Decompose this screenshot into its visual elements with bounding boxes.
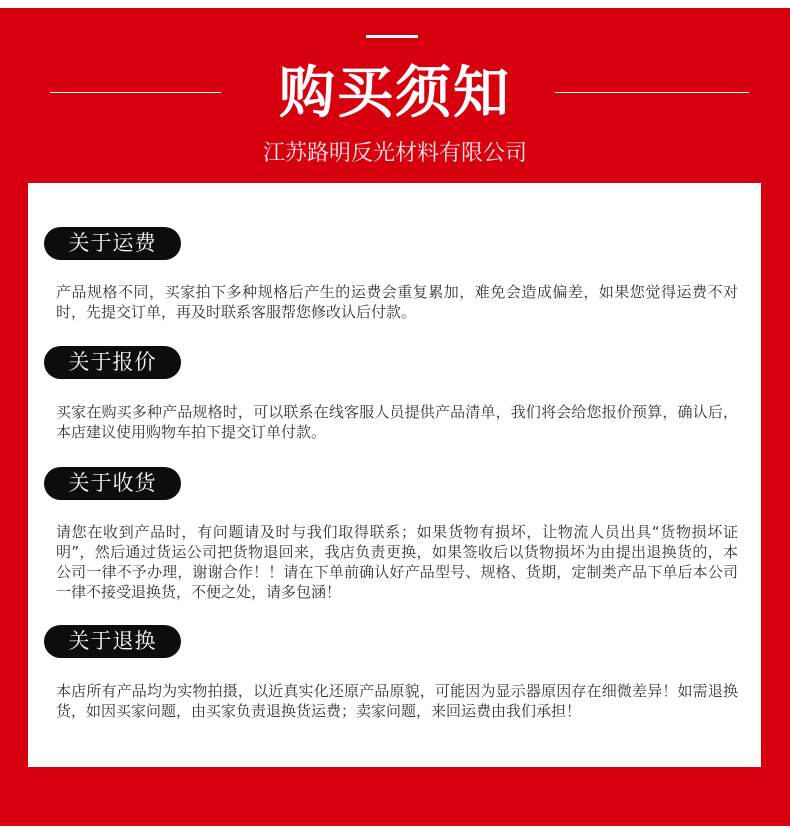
page-title: 购买须知 <box>279 61 511 126</box>
section-heading-returns: 关于退换 <box>44 625 181 658</box>
notice-panel <box>28 183 761 767</box>
section-text-receiving: 请您在收到产品时，有问题请及时与我们取得联系；如果货物有损坏，让物流人员出具“货物损坏证明”，然后通过货运公司把货物退回来，我店负责更换，如果签收后以货物损坏为由提出退换货的，本公司一律不予办理，谢谢合作！！请在下单前确认好产品型号、规格、货期，定制类产品下单后本公司一律不接受退换货，不便之处，请多包涵！ <box>56 523 738 601</box>
section-heading-quote: 关于报价 <box>44 346 181 379</box>
top-decorative-bar <box>366 35 418 38</box>
section-heading-shipping: 关于运费 <box>44 227 181 260</box>
section-heading-receiving: 关于收货 <box>44 467 181 500</box>
section-text-quote: 买家在购买多种产品规格时，可以联系在线客服人员提供产品清单，我们将会给您报价预算，确认后，本店建议使用购物车拍下提交订单付款。 <box>56 403 738 441</box>
section-text-returns: 本店所有产品均为实物拍摄，以近真实化还原产品原貌，可能因为显示器原因存在细微差异！如需退换货，如因买家问题，由买家负责退换货运费；卖家问题，来回运费由我们承担！ <box>56 682 738 720</box>
company-name: 江苏路明反光材料有限公司 <box>262 141 527 166</box>
section-text-shipping: 产品规格不同，买家拍下多种规格后产生的运费会重复累加，难免会造成偏差，如果您觉得运费不对时，先提交订单，再及时联系客服帮您修改认后付款。 <box>56 283 738 321</box>
